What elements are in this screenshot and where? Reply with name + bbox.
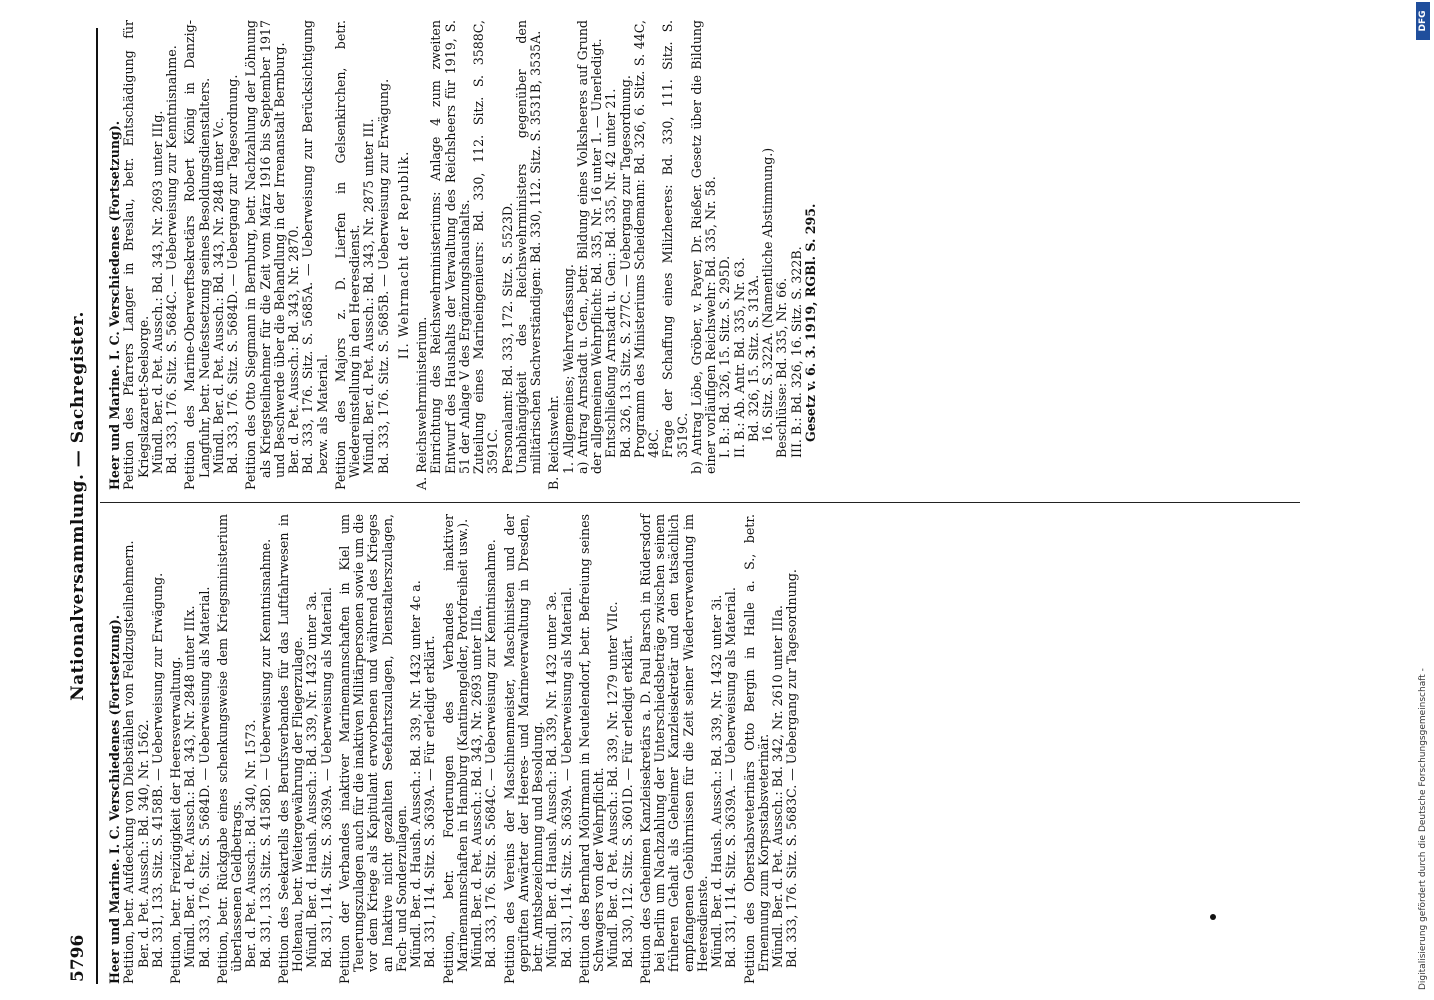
index-entry: Heer und Marine. I. C. Verschiedenes (Fortsetzung). — [107, 120, 122, 490]
header-rule — [96, 28, 98, 984]
index-entry: Bd. 331, 114. Sitz. S. 3639A. — Ueberweisung als Material. — [558, 587, 574, 968]
ink-dot — [1210, 914, 1216, 920]
index-entry: Petition, betr. Rückgabe eines schenkungsweise dem Kriegsministerium überlassenen Geldbetrags. — [214, 514, 244, 984]
page-header — [62, 26, 96, 986]
index-entry: Bd. 333, 176. Sitz. S. 5683C. — Uebergang zur Tagesordnung. — [784, 569, 800, 968]
index-entry: Petition des Marine-Oberwerftsekretärs Robert König in Danzig-Langfuhr, betr. Neufestsetzung seines Besoldungsdienstalters. — [182, 20, 212, 490]
index-entry: Petition, betr. Forderungen des Verbandes inaktiver Marinemannschaften in Hamburg (Kantinengelder, Portofreiheit usw.). — [440, 514, 470, 984]
index-entry: Mündl. Ber. d. Pet. Aussch.: Bd. 342, Nr. 2610 unter IIIa. — [770, 605, 785, 968]
index-entry: Bd. 331, 133. Sitz. S. 4158B. — Ueberweisung zur Erwägung. — [149, 572, 165, 968]
dfg-logo: DFG — [1416, 2, 1430, 40]
index-entry: 1. Allgemeines; Wehrverfassung. — [560, 264, 576, 474]
index-entry: Petition, betr. Aufdeckung von Diebstählen von Feldzugsteilnehmern. — [121, 540, 137, 984]
index-entry: Bd. 331, 114. Sitz. S. 3639A. — Ueberweisung als Material. — [318, 587, 334, 968]
index-entry: Petition der Verbandes inaktiver Marinemannschaften in Kiel um Teuerungszulagen auch für die inaktiven Militärpersonen sowie um die vor dem Kriege als Kapitulant erworbenen und während des Krieges an Inaktive nicht gezahlten Seefahrtszulagen, Dienstalterszulagen, Fach- und Sonderzulagen. — [336, 514, 409, 984]
index-entry: Mündl. Ber. d. Pet. Aussch.: Bd. 343, Nr. 2693 unter IIIg. — [149, 110, 165, 474]
index-entry: Bd. 331, 133. Sitz. S. 4158D. — Ueberweisung zur Kenntnisnahme. — [257, 538, 273, 968]
index-entry: Mündl. Ber. d. Haush. Aussch.: Bd. 339, Nr. 1432 unter 3e. — [544, 591, 560, 968]
page-number: 5796 — [68, 934, 88, 982]
index-entry: Bd. 333, 176. Sitz. S. 5684D. — Ueberweisung als Material. — [196, 586, 212, 968]
index-entry: Entschließung Arnstadt u. Gen.: Bd. 335, Nr. 42 unter 21. — [603, 88, 619, 458]
index-entry: Zuteilung eines Marineingenieurs: Bd. 330, 112. Sitz. S. 3588C, 3591C. — [471, 20, 501, 474]
index-entry: Heer und Marine. I. C. Verschiedenes (Fortsetzung). — [107, 614, 122, 984]
index-entry: Ber. d. Pet. Aussch.: Bd. 340, Nr. 1562. — [135, 719, 151, 968]
index-entry: Petition des Bernhard Möhrmann in Neutelendorf, betr. Befreiung seines Schwagers von der Wehrpflicht. — [576, 514, 606, 984]
index-entry: A. Reichswehrministerium. — [414, 316, 429, 490]
index-entry: Petition des Seekartells des Berufsverbandes für das Luftfahrwesen in Holtenau, betr. Weitergewährung der Fliegerzulage. — [275, 514, 305, 984]
index-entry: II. B.: Ab. Antr. Bd. 335, Nr. 63. — [731, 257, 747, 458]
index-entry: Mündl. Ber. d. Haush. Aussch.: Bd. 339, Nr. 1432 unter 4c a. — [408, 580, 423, 968]
index-entry: Bd. 331, 114. Sitz. S. 3639A. — Ueberweisung als Material. — [723, 587, 739, 968]
index-entry: Mündl. Ber. d. Pet. Aussch.: Bd. 339, Nr. 1279 unter VIIc. — [605, 601, 621, 968]
index-entry: Ber. d. Pet. Aussch.: Bd. 343, Nr. 2870. — [286, 225, 301, 474]
index-entry: Bd. 326, 15. Sitz. S. 313A. — [745, 274, 761, 442]
index-entry: a) Antrag Arnstadt u. Gen., betr. Bildung eines Volksheeres auf Grund der allgemeinen Wehrpflicht: Bd. 335, Nr. 16 unter 1. — Unerledigt. — [574, 20, 604, 474]
index-entry: Ber. d. Pet. Aussch.: Bd. 340, Nr. 1573. — [243, 719, 259, 968]
index-entry: Bd. 330, 112. Sitz. S. 3601D. — Für erledigt erklärt. — [619, 634, 635, 968]
index-entry: II. Wehrmacht der Republik. — [395, 150, 411, 360]
index-entry: Personalamt: Bd. 333, 172. Sitz. S. 5523D. — [499, 202, 515, 474]
index-entry: Einrichtung des Reichswehrministeriums: Anlage 4 zum zweiten Entwurf des Haushalts der Verwaltung des Reichsheers für 1919, S. 51 der Anlage V des Ergänzungshaushalts. — [428, 20, 472, 474]
index-entry: 16. Sitz. S. 322A. (Namentliche Abstimmung.) — [760, 147, 775, 442]
index-entry: Petition des Vereins der Maschinenmeister, Maschinisten und der geprüften Anwärter der Heeres- und Marineverwaltung in Dresden, betr. Amtsbezeichnung und Besoldung. — [501, 514, 545, 984]
index-entry: B. Reichswehr. — [546, 395, 562, 490]
index-entry: Bd. 333, 176. Sitz. S. 5684C. — Ueberweisung zur Kenntnisnahme. — [483, 539, 499, 968]
index-entry: Bd. 333, 176. Sitz. S. 5685B. — Ueberweisung zur Erwägung. — [375, 78, 391, 474]
index-entry: Petition des Oberstabsveterinärs Otto Bergin in Halle a. S., betr. Ernennung zum Korpsstabsveterinär. — [741, 514, 771, 984]
index-entry: Bd. 333, 176. Sitz. S. 5684C. — Ueberweisung zur Kenntnisnahme. — [164, 45, 179, 474]
left-column — [108, 514, 800, 984]
index-entry: Mündl. Ber. d. Haush. Aussch.: Bd. 339, Nr. 1432 unter 3a. — [304, 591, 320, 968]
index-entry: Programm des Ministeriums Scheidemann: Bd. 326, 6. Sitz. S. 44C, 48C. — [631, 20, 661, 458]
index-entry: Bd. 331, 114. Sitz. S. 3639A. — Für erledigt erklärt. — [422, 635, 438, 968]
index-entry: Gesetz v. 6. 3. 1919, RGBl. S. 295. — [802, 203, 818, 442]
index-entry: Frage der Schaffung eines Milizheeres: Bd. 330, 111. Sitz. S. 3519C. — [660, 20, 690, 458]
index-entry: III. B.: Bd. 326, 16. Sitz. S. 322B. — [788, 246, 804, 458]
index-entry: Petition des Otto Siegmann in Bernburg, betr. Nachzahlung der Löhnung als Kriegsteilnehmer für die Zeit vom März 1916 bis September 1917 und Beschwerde über die Behandlung in der Irrenanstalt Bernburg. — [243, 20, 287, 490]
digitization-note: Digitalisierung gefördert durch die Deutsche Forschungsgemeinschaft - — [1418, 668, 1428, 990]
index-entry: Bd. 333, 176. Sitz. S. 5685A. — Ueberweisung zur Berücksichtigung bezw. als Material. — [300, 20, 330, 474]
index-entry: Mündl. Ber. d. Pet. Aussch.: Bd. 343, Nr. 2875 unter III. — [361, 118, 377, 474]
index-entry: b) Antrag Löbe, Gröber, v. Payer, Dr. Rießer. Gesetz über die Bildung einer vorläufigen Reichswehr: Bd. 335, Nr. 58. — [688, 20, 718, 474]
index-entry: Bd. 333, 176. Sitz. S. 5684D. — Uebergang zur Tagesordnung. — [225, 74, 240, 474]
right-column — [108, 20, 818, 490]
column-divider — [100, 502, 1300, 503]
index-entry: Mündl. Ber. d. Pet. Aussch.: Bd. 343, Nr. 2848 unter IIIx. — [182, 605, 198, 968]
index-entry: Mündl. Ber. d. Pet. Aussch.: Bd. 343, Nr. 2693 unter IIIa. — [469, 605, 484, 968]
index-entry: Bd. 326, 13. Sitz. S. 277C. — Uebergang zur Tagesordnung. — [617, 75, 633, 458]
index-entry: Beschlüsse: Bd. 335, Nr. 66. — [774, 277, 790, 458]
index-entry: Petition des Pfarrers Langer in Breslau, betr. Entschädigung für Kriegslazarett-Seelsorge. — [121, 20, 151, 490]
index-entry: Mündl. Ber. d. Pet. Aussch.: Bd. 343, Nr. 2848 unter Vc. — [210, 117, 226, 474]
index-entry: I. B.: Bd. 326, 15. Sitz. S. 295D. — [717, 255, 733, 458]
index-entry: Mündl. Ber. d. Haush. Aussch.: Bd. 339, Nr. 1432 unter 3i. — [709, 594, 724, 968]
index-entry: Petition des Majors z. D. Lierfen in Gelsenkirchen, betr. Wiedereinstellung in den Heeresdienst. — [332, 20, 362, 490]
index-entry: Unabhängigkeit des Reichswehrministers gegenüber den militärischen Sachverständigen: Bd. 330, 112. Sitz. S. 3531B, 3535A. — [513, 20, 543, 474]
index-entry: Petition des Geheimen Kanzleisekretärs a. D. Paul Barsch in Rüdersdorf bei Berlin um Nachzahlung der Unterschiedsbeträge zwischen seinem früheren Gehalt als Geheimer Kanzleisekretär und den tatsächlich empfangenen Gebührnissen für die Zeit seiner Wiederverwendung im Heeresdienste. — [637, 514, 710, 984]
index-entry: Petition, betr. Freizügigkeit der Heeresverwaltung. — [168, 656, 183, 984]
page-title: Nationalversammlung. — Sachregister. — [68, 311, 88, 701]
